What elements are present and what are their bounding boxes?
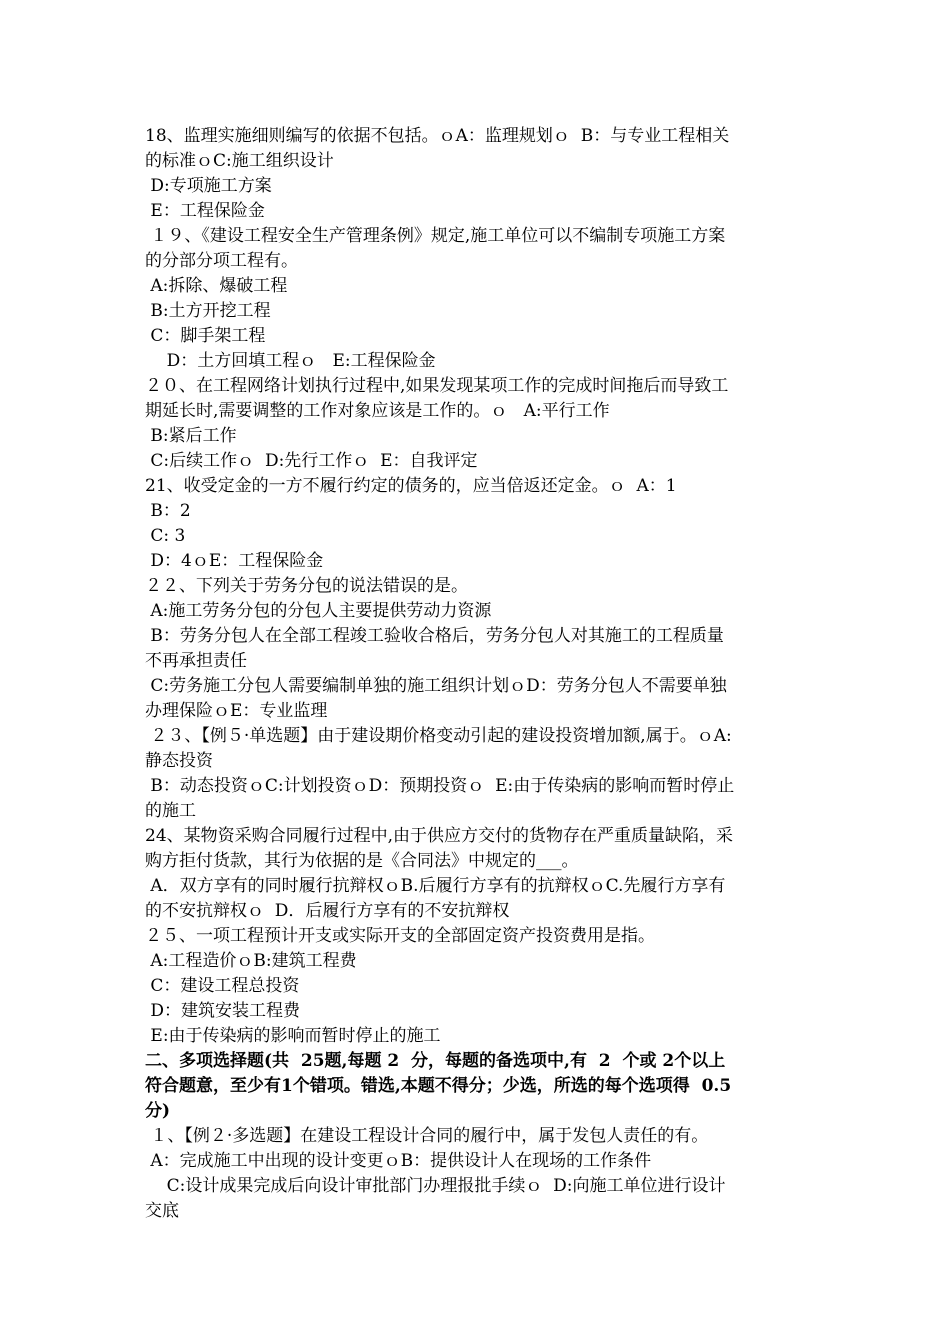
- text-line: 办理保险ｏE：专业监理: [145, 701, 328, 721]
- text-line: B:紧后工作: [145, 426, 237, 446]
- section-heading-line: 符合题意，至少有1个错项。错选,本题不得分；少选，所选的每个选项得 0.5: [145, 1076, 732, 1096]
- text-line: 交底: [145, 1201, 179, 1221]
- text-line: 的标准ｏC:施工组织设计: [145, 151, 334, 171]
- text-line: D：建筑安装工程费: [145, 1001, 301, 1021]
- text-line: E：工程保险金: [145, 201, 265, 221]
- text-line: C: 3: [145, 526, 186, 546]
- text-line: 期延长时,需要调整的工作对象应该是工作的。ｏ A:平行工作: [145, 401, 610, 421]
- text-line: D:专项施工方案: [145, 176, 272, 196]
- text-line: 不再承担责任: [145, 651, 247, 671]
- text-line: A:拆除、爆破工程: [145, 276, 288, 296]
- text-line: C:后续工作ｏ D:先行工作ｏ E：自我评定: [145, 451, 478, 471]
- text-line: 21、收受定金的一方不履行约定的债务的，应当倍返还定金。ｏ A：1: [145, 476, 677, 496]
- text-line: 24、某物资采购合同履行过程中,由于供应方交付的货物存在严重质量缺陷，采: [145, 826, 734, 846]
- text-line: C:劳务施工分包人需要编制单独的施工组织计划ｏD：劳务分包人不需要单独: [145, 676, 727, 696]
- document-page: [145, 124, 810, 1224]
- text-line: E:由于传染病的影响而暂时停止的施工: [145, 1026, 441, 1046]
- text-line: D：4ｏE：工程保险金: [145, 551, 324, 571]
- text-line: A．双方享有的同时履行抗辩权ｏB.后履行方享有的抗辩权ｏC.先履行方享有: [145, 876, 726, 896]
- text-line: B：2: [145, 501, 191, 521]
- text-line: 的不安抗辩权ｏ D．后履行方享有的不安抗辩权: [145, 901, 510, 921]
- text-line: B：劳务分包人在全部工程竣工验收合格后，劳务分包人对其施工的工程质量: [145, 626, 724, 646]
- text-line: C：建设工程总投资: [145, 976, 300, 996]
- text-line: D：土方回填工程ｏ E:工程保险金: [145, 351, 436, 371]
- text-line: ２０、在工程网络计划执行过程中,如果发现某项工作的完成时间拖后而导致工: [145, 376, 729, 396]
- text-line: C：脚手架工程: [145, 326, 266, 346]
- text-line: 静态投资: [145, 751, 213, 771]
- text-line: １、【例２·多选题】在建设工程设计合同的履行中，属于发包人责任的有。: [145, 1126, 709, 1146]
- text-line: B：动态投资ｏC:计划投资ｏD：预期投资ｏ E:由于传染病的影响而暂时停止: [145, 776, 735, 796]
- text-line: B:土方开挖工程: [145, 301, 271, 321]
- text-line: A：完成施工中出现的设计变更ｏB：提供设计人在现场的工作条件: [145, 1151, 652, 1171]
- text-line: １９、《建设工程安全生产管理条例》规定,施工单位可以不编制专项施工方案: [145, 226, 726, 246]
- section-heading-line: 二、多项选择题(共 25题,每题 2 分，每题的备选项中,有 2 个或 2个以上: [145, 1051, 726, 1071]
- text-line: 的施工: [145, 801, 196, 821]
- text-line: A:工程造价ｏB:建筑工程费: [145, 951, 357, 971]
- text-line: C:设计成果完成后向设计审批部门办理报批手续ｏ D:向施工单位进行设计: [145, 1176, 726, 1196]
- section-heading-line: 分): [145, 1101, 171, 1121]
- text-line: ２３、【例５·单选题】由于建设期价格变动引起的建设投资增加额,属于。ｏA:: [145, 726, 732, 746]
- text-line: 的分部分项工程有。: [145, 251, 298, 271]
- text-line: 18、监理实施细则编写的依据不包括。ｏA：监理规划ｏ B：与专业工程相关: [145, 126, 730, 146]
- text-line: ２２、下列关于劳务分包的说法错误的是。: [145, 576, 468, 596]
- text-line: ２５、一项工程预计开支或实际开支的全部固定资产投资费用是指。: [145, 926, 655, 946]
- text-line: 购方拒付货款，其行为依据的是《合同法》中规定的___。: [145, 851, 579, 871]
- text-line: A:施工劳务分包的分包人主要提供劳动力资源: [145, 601, 492, 621]
